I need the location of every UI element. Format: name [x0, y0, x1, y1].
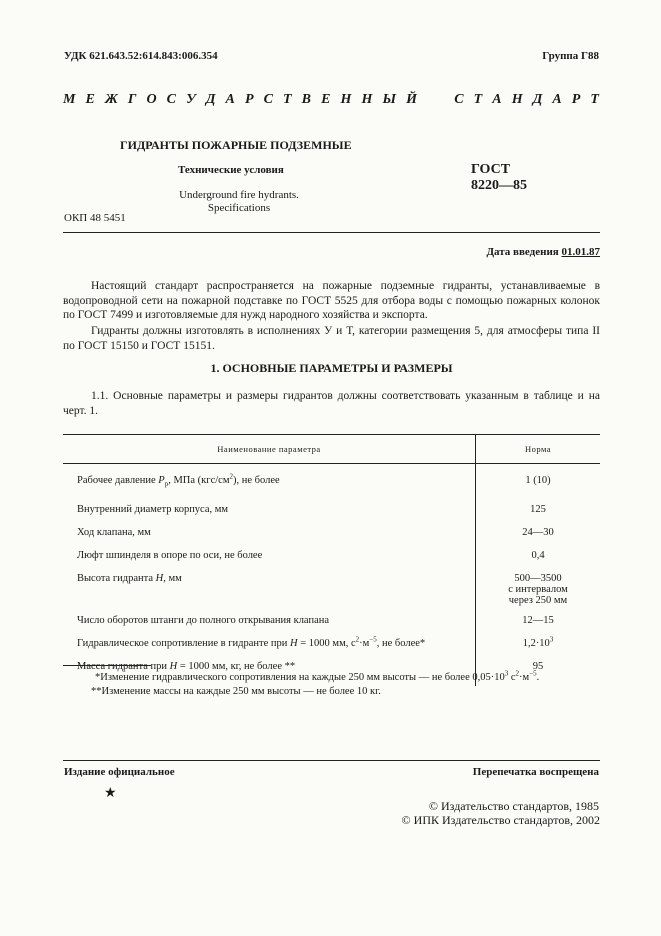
param-name: Ход клапана, мм [63, 526, 476, 549]
intro-text-2: Гидранты должны изготовлять в исполнениях У и Т, категории размещения 5, для атмосферы типа II по ГОСТ 15150 и ГОСТ 15151. [63, 325, 600, 352]
banner-letter: Е [85, 92, 95, 107]
banner-letter: О [146, 92, 157, 107]
okp-code: ОКП 48 5451 [64, 212, 126, 224]
param-norm: 500—3500 с интервалом через 250 мм [508, 573, 568, 606]
param-name: Люфт шпинделя в опоре по оси, не более [63, 549, 476, 572]
table-row [63, 464, 600, 504]
param-norm: 0,4 [531, 550, 545, 561]
param-norm: 125 [530, 504, 546, 515]
param-norm: 12—15 [522, 615, 554, 626]
param-name: Гидравлическое сопротивление в гидранте при H = 1000 мм, $с^2\cdot м^{-5}$, не более* [63, 637, 476, 660]
column-header-name: Наименование параметра [63, 435, 476, 464]
gost-code: 8220—85 [471, 178, 527, 193]
reprint-prohibited-label: Перепечатка воспрещена [472, 766, 599, 778]
param-norm: 24—30 [522, 527, 554, 538]
gost-label: ГОСТ [471, 162, 511, 177]
param-norm: 1 (10) [525, 475, 551, 486]
banner-letter: Д [205, 92, 216, 107]
param-norm: 95 [532, 661, 544, 672]
banner-letter: М [63, 92, 76, 107]
table-row [63, 614, 600, 637]
banner-letter: Ж [104, 92, 118, 107]
date-value: 01.01.87 [561, 246, 600, 258]
header-divider [63, 232, 600, 233]
banner-letter: А [492, 92, 502, 107]
column-header-norm: Норма [476, 435, 601, 464]
table-row [63, 637, 600, 660]
banner-letter: Д [532, 92, 543, 107]
gost-number [471, 162, 527, 194]
banner-letter: У [186, 92, 196, 107]
param-name: Высота гидранта H, мм [63, 572, 476, 614]
table-row [63, 572, 600, 614]
banner-letter: Ы [382, 92, 397, 107]
banner-letter: Р [571, 92, 581, 107]
banner-letter: А [552, 92, 562, 107]
intro-paragraph-1 [63, 279, 600, 323]
document-title: ГИДРАНТЫ ПОЖАРНЫЕ ПОДЗЕМНЫЕ [120, 138, 352, 152]
copyright-1985: © Издательство стандартов, 1985 [428, 799, 599, 813]
group-code: Группа Г88 [542, 50, 599, 62]
intro-paragraph-2 [63, 324, 600, 353]
udk-code: УДК 621.643.52:614.843:006.354 [64, 50, 218, 62]
interstate-standard-banner [63, 92, 599, 108]
footnote-1: *Изменение гидравлического сопротивления на каждые 250 мм высоты — не более $0,05\cdot 10^3$ $с^2\cdot м^{-5}$. [95, 669, 540, 683]
banner-letter: Т [473, 92, 483, 107]
table-row [63, 526, 600, 549]
section-heading: 1. ОСНОВНЫЕ ПАРАМЕТРЫ И РАЗМЕРЫ [210, 361, 453, 375]
date-label: Дата введения [486, 246, 559, 258]
banner-letter: А [225, 92, 235, 107]
banner-letter: Г [127, 92, 137, 107]
param-name: Масса гидранта при H = 1000 мм, кг, не более ** [63, 660, 476, 686]
footnote-2: **Изменение массы на каждые 250 мм высоты — не более 10 кг. [91, 686, 381, 697]
document-subtitle: Технические условия [178, 164, 284, 176]
banner-letter: Н [340, 92, 352, 107]
clause-1-1-text: 1.1. Основные параметры и размеры гидрантов должны соответствовать указанным в таблице и на черт. 1. [63, 390, 600, 417]
banner-letter: С [166, 92, 176, 107]
intro-text-1: Настоящий стандарт распространяется на пожарные подземные гидранты, устанавливаемые в водопроводной сети на пожарной подставке по ГОСТ 5525 для отбора воды с помощью пожарных колонок по ГОСТ 7499 и изготовляемые для нужд народного хозяйства и экспорта. [63, 280, 600, 321]
table-row [63, 503, 600, 526]
table-header-row [63, 435, 600, 464]
banner-letter [441, 92, 445, 108]
footer-divider [63, 760, 600, 761]
param-name: Рабочее давление $P_р$, МПа $(кгс/см^2)$, не более [63, 464, 476, 504]
banner-letter: Р [244, 92, 254, 107]
param-norm: $1,2\cdot 10^3$ [522, 635, 554, 649]
english-title-line-2: Specifications [207, 202, 271, 214]
english-title-line-1: Underground fire hydrants. [179, 189, 299, 201]
banner-letter: В [301, 92, 312, 107]
banner-letter [427, 92, 431, 108]
banner-letter: Т [283, 92, 292, 107]
banner-letter: Н [511, 92, 523, 107]
star-icon: ★ [104, 786, 117, 801]
param-name: Внутренний диаметр корпуса, мм [63, 503, 476, 526]
banner-letter: Н [361, 92, 373, 107]
table-row [63, 549, 600, 572]
banner-letter: С [263, 92, 273, 107]
banner-letter: С [454, 92, 464, 107]
banner-letter: Т [590, 92, 599, 107]
banner-letter: Й [406, 92, 417, 107]
english-title [150, 189, 328, 215]
introduction-date [486, 246, 600, 258]
official-edition-label: Издание официальное [64, 766, 175, 778]
banner-letter: Е [321, 92, 331, 107]
copyright-2002: © ИПК Издательство стандартов, 2002 [401, 813, 600, 827]
parameters-table [63, 434, 600, 686]
param-name: Число оборотов штанги до полного открывания клапана [63, 614, 476, 637]
clause-1-1 [63, 389, 600, 418]
footnote-divider [63, 665, 151, 666]
